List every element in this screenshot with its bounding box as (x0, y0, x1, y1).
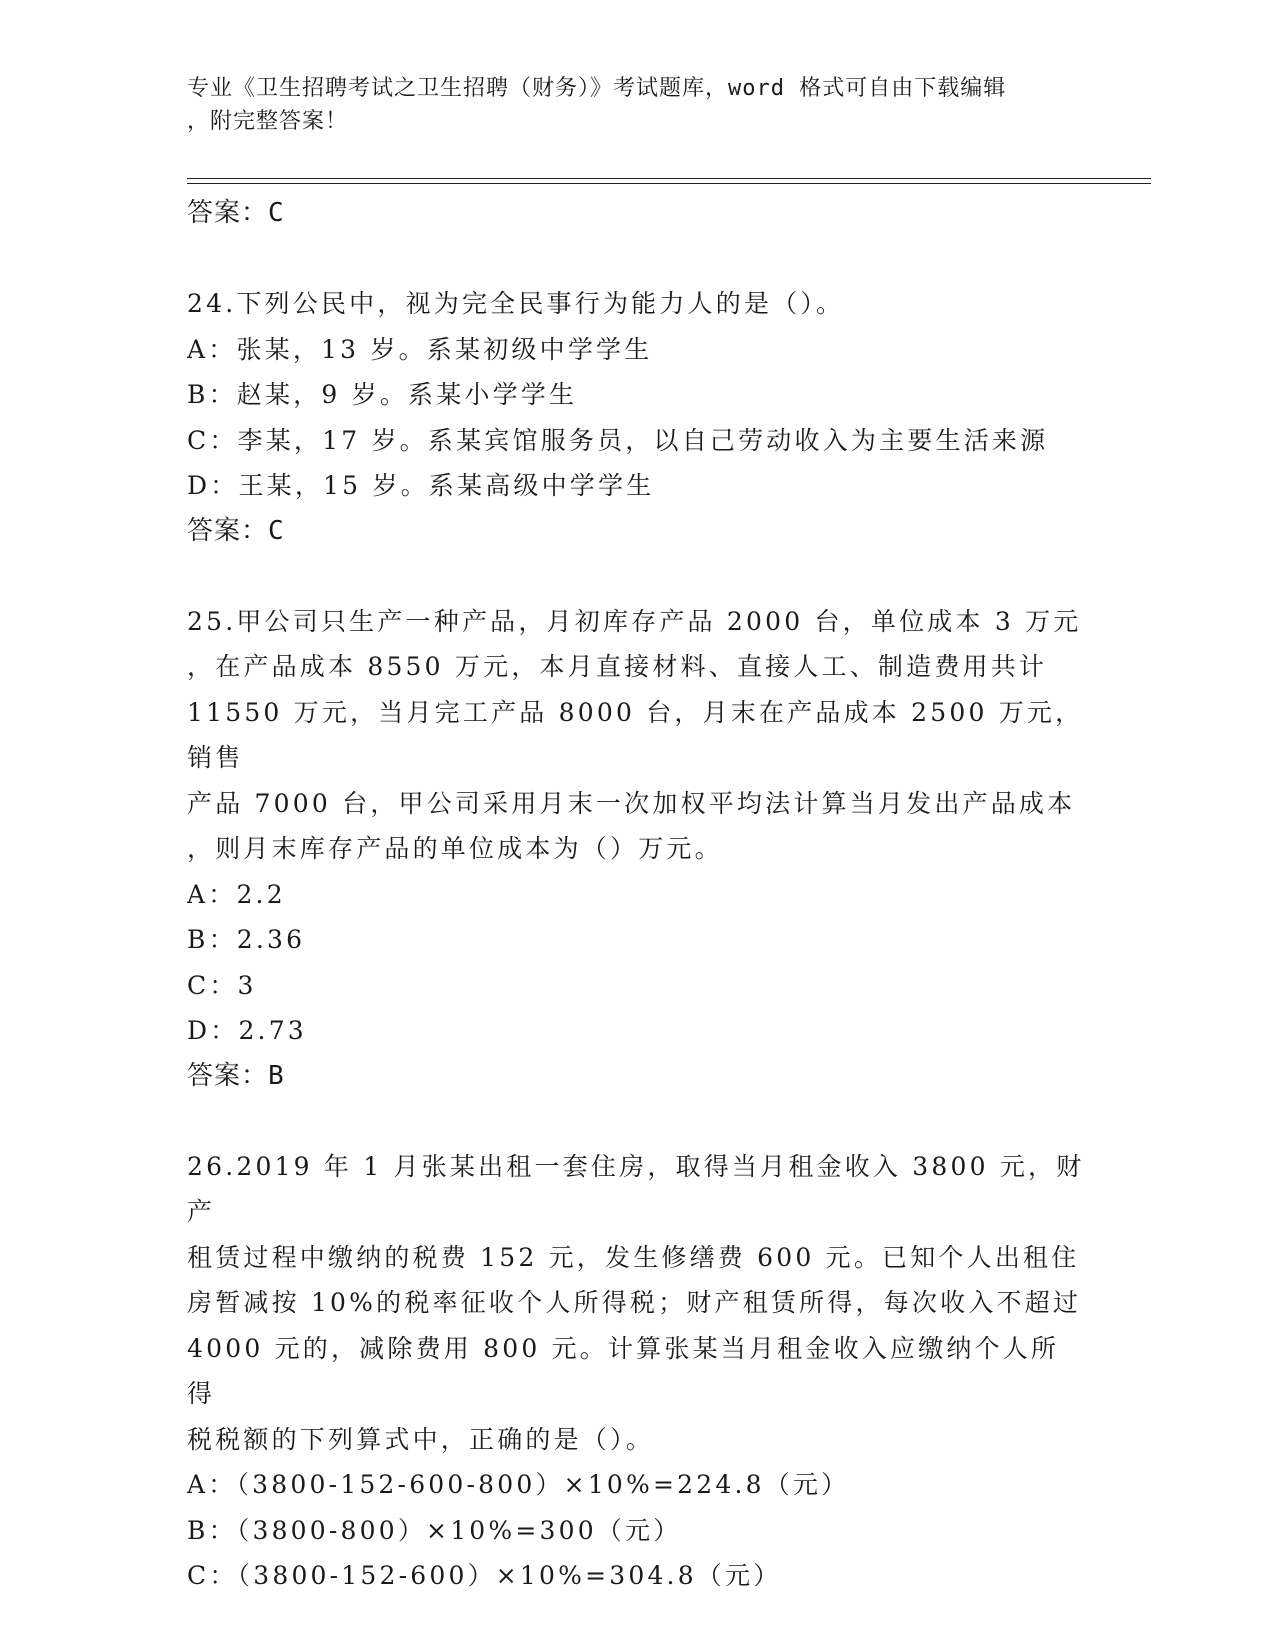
answer-line: 答案：C (187, 198, 285, 228)
answer-line: 答案：B (187, 1060, 285, 1091)
question-list (187, 191, 1087, 1599)
question-26 (187, 1144, 1087, 1599)
header-divider-top (187, 178, 1151, 179)
question-text: 25.甲公司只生产一种产品，月初库存产品 2000 台，单位成本 3 万元 (187, 606, 1082, 636)
header-divider-bottom (187, 183, 1151, 184)
option-c: C：（3800-152-600）×10%=304.8（元） (187, 1561, 782, 1590)
option-d: D：2.73 (187, 1016, 307, 1045)
option-b: B：赵某，9 岁。系某小学学生 (187, 380, 578, 409)
header-line-1: 专业《卫生招聘考试之卫生招聘（财务）》考试题库，word 格式可自由下载编辑 (187, 76, 1007, 101)
option-c: C：3 (187, 970, 257, 1000)
header-line-2: ，附完整答案！ (187, 109, 349, 134)
question-text: 11550 万元，当月完工产品 8000 台，月末在产品成本 2500 万元，销售 (187, 697, 1084, 772)
option-b: B：2.36 (187, 925, 306, 954)
question-text: 税税额的下列算式中，正确的是（）。 (187, 1424, 654, 1454)
question-text: 产品 7000 台，甲公司采用月末一次加权平均法计算当月发出产品成本 (187, 788, 1076, 818)
question-text: 26.2019 年 1 月张某出租一套住房，取得当月租金收入 3800 元，财产 (187, 1151, 1085, 1226)
option-a: A：张某，13 岁。系某初级中学学生 (187, 334, 653, 364)
question-text: ，在产品成本 8550 万元，本月直接材料、直接人工、制造费用共计 (187, 652, 1048, 681)
option-d: D：王某，15 岁。系某高级中学学生 (187, 471, 655, 500)
document-header (187, 72, 1067, 138)
option-a: A：（3800-152-600-800）×10%=224.8（元） (187, 1470, 850, 1499)
question-text: 24.下列公民中，视为完全民事行为能力人的是（）。 (187, 289, 845, 318)
option-b: B：（3800-800）×10%=300（元） (187, 1515, 682, 1545)
question-25 (187, 599, 1087, 1099)
answer-line: 答案：C (187, 515, 285, 546)
question-text: 4000 元的，减除费用 800 元。计算张某当月租金收入应缴纳个人所得 (187, 1333, 1060, 1408)
question-text: 房暂减按 10%的税率征收个人所得税；财产租赁所得，每次收入不超过 (187, 1288, 1082, 1317)
question-text: 租赁过程中缴纳的税费 152 元，发生修缮费 600 元。已知个人出租住 (187, 1242, 1080, 1272)
option-a: A：2.2 (187, 879, 286, 909)
question-24 (187, 281, 1087, 554)
option-c: C：李某，17 岁。系某宾馆服务员，以自己劳动收入为主要生活来源 (187, 425, 1049, 455)
question-text: ，则月末库存产品的单位成本为（）万元。 (187, 834, 723, 863)
